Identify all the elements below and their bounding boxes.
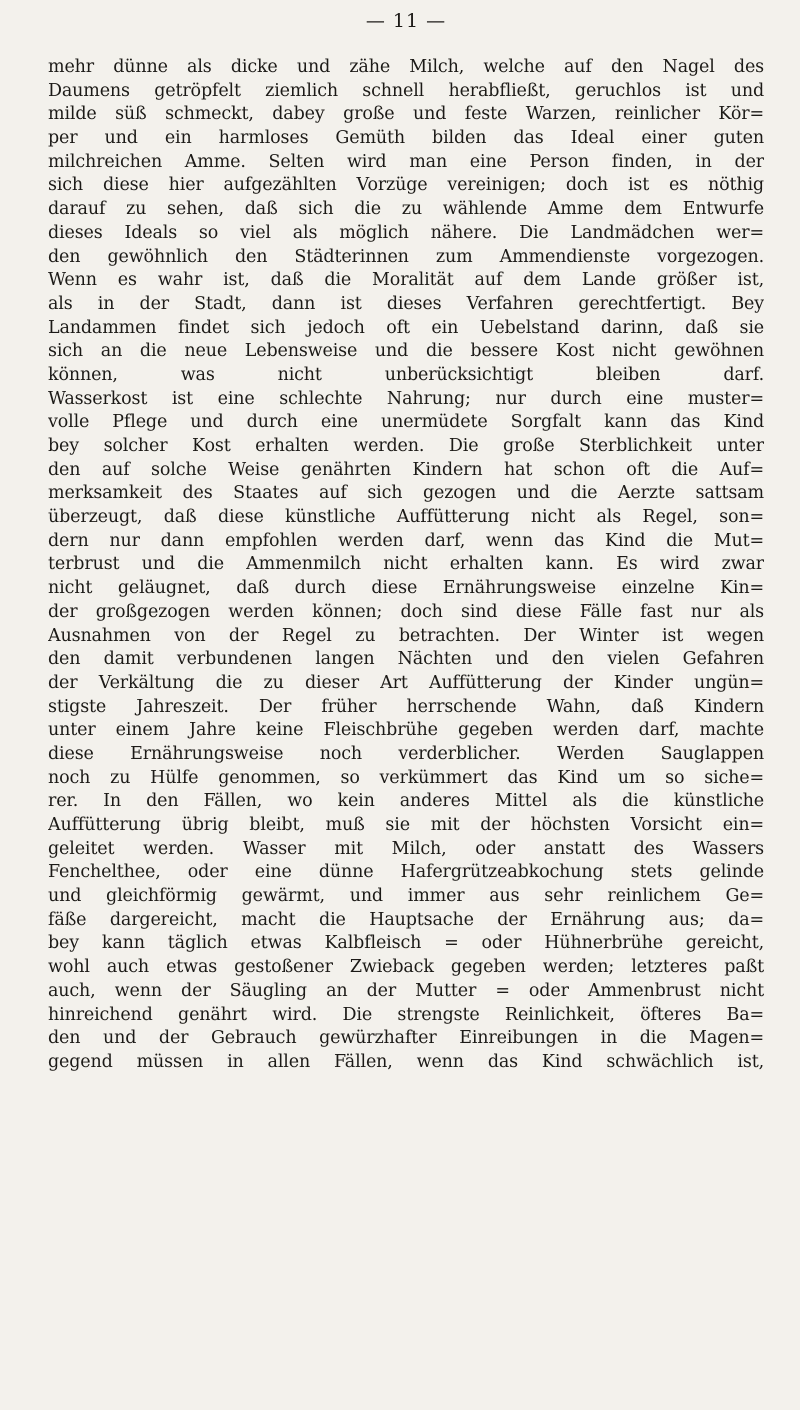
text-line: Daumens getröpfelt ziemlich schnell herabfließt, geruchlos ist und bbox=[48, 80, 764, 101]
text-line: geleitet werden. Wasser mit Milch, oder anstatt des Wassers bbox=[48, 838, 764, 859]
text-line: Auffütterung übrig bleibt, muß sie mit der höchsten Vorsicht ein= bbox=[48, 815, 764, 835]
text-line: Ausnahmen von der Regel zu betrachten. Der Winter ist wegen bbox=[48, 625, 764, 646]
text-line: den und der Gebrauch gewürzhafter Einreibungen in die Magen= bbox=[48, 1028, 764, 1049]
text-line: mehr dünne als dicke und zähe Milch, welche auf den Nagel des bbox=[48, 57, 764, 77]
text-line: den gewöhnlich den Städterinnen zum Ammendienste vorgezogen. bbox=[48, 246, 764, 267]
text-line: merksamkeit des Staates auf sich gezogen und die Aerzte sattsam bbox=[48, 483, 764, 504]
text-line: fäße dargereicht, macht die Hauptsache der Ernährung aus; da= bbox=[48, 909, 764, 930]
text-line: Wenn es wahr ist, daß die Moralität auf dem Lande größer ist, bbox=[48, 270, 764, 291]
text-line: dieses Ideals so viel als möglich nähere. Die Landmädchen wer= bbox=[48, 222, 764, 243]
text-line: gegend müssen in allen Fällen, wenn das Kind schwächlich ist, bbox=[48, 1051, 764, 1072]
text-line: volle Pflege und durch eine unermüdete Sorgfalt kann das Kind bbox=[48, 412, 764, 433]
text-line: dern nur dann empfohlen werden darf, wenn das Kind die Mut= bbox=[48, 530, 764, 551]
text-line: per und ein harmloses Gemüth bilden das Ideal einer guten bbox=[48, 128, 764, 149]
text-line: Landammen findet sich jedoch oft ein Uebelstand darinn, daß sie bbox=[48, 317, 764, 338]
text-line: überzeugt, daß diese künstliche Auffütterung nicht als Regel, son= bbox=[48, 507, 764, 528]
text-line: darauf zu sehen, daß sich die zu wählende Amme dem Entwurfe bbox=[48, 199, 764, 220]
body-text bbox=[48, 56, 764, 1075]
text-line: sich diese hier aufgezählten Vorzüge vereinigen; doch ist es nöthig bbox=[48, 175, 764, 196]
text-line: bey kann täglich etwas Kalbfleisch = oder Hühnerbrühe gereicht, bbox=[48, 933, 764, 954]
text-line: können, was nicht unberücksichtigt bleiben darf. bbox=[48, 364, 764, 385]
text-line: stigste Jahreszeit. Der früher herrschende Wahn, daß Kindern bbox=[48, 696, 764, 717]
text-line: bey solcher Kost erhalten werden. Die große Sterblichkeit unter bbox=[48, 436, 764, 456]
text-line: diese Ernährungsweise noch verderblicher. Werden Sauglappen bbox=[48, 743, 764, 764]
page-number: — 11 — bbox=[365, 10, 447, 32]
text-line: Wasserkost ist eine schlechte Nahrung; nur durch eine muster= bbox=[48, 388, 764, 409]
text-line: rer. In den Fällen, wo kein anderes Mittel als die künstliche bbox=[48, 791, 764, 812]
text-line: als in der Stadt, dann ist dieses Verfahren gerechtfertigt. Bey bbox=[48, 293, 764, 314]
text-line: noch zu Hülfe genommen, so verkümmert das Kind um so siche= bbox=[48, 767, 764, 788]
text-line: der Verkältung die zu dieser Art Auffütterung der Kinder ungün= bbox=[48, 672, 764, 693]
text-line: unter einem Jahre keine Fleischbrühe gegeben werden darf, machte bbox=[48, 720, 764, 741]
text-line: milchreichen Amme. Selten wird man eine Person finden, in der bbox=[48, 151, 764, 172]
text-line: Fenchelthee, oder eine dünne Hafergrützeabkochung stets gelinde bbox=[48, 862, 764, 883]
text-line: milde süß schmeckt, dabey große und feste Warzen, reinlicher Kör= bbox=[48, 104, 764, 125]
text-line: wohl auch etwas gestoßener Zwieback gegeben werden; letzteres paßt bbox=[48, 957, 764, 978]
text-line: den damit verbundenen langen Nächten und den vielen Gefahren bbox=[48, 649, 764, 670]
text-line: auch, wenn der Säugling an der Mutter = oder Ammenbrust nicht bbox=[48, 980, 764, 1001]
text-line: nicht geläugnet, daß durch diese Ernährungsweise einzelne Kin= bbox=[48, 578, 764, 599]
text-line: hinreichend genährt wird. Die strengste Reinlichkeit, öfteres Ba= bbox=[48, 1004, 764, 1025]
text-line: und gleichförmig gewärmt, und immer aus sehr reinlichem Ge= bbox=[48, 886, 764, 907]
text-line: sich an die neue Lebensweise und die bessere Kost nicht gewöhnen bbox=[48, 341, 764, 362]
text-line: den auf solche Weise genährten Kindern hat schon oft die Auf= bbox=[48, 459, 764, 480]
text-line: terbrust und die Ammenmilch nicht erhalten kann. Es wird zwar bbox=[48, 554, 764, 575]
text-line: der großgezogen werden können; doch sind diese Fälle fast nur als bbox=[48, 601, 764, 622]
